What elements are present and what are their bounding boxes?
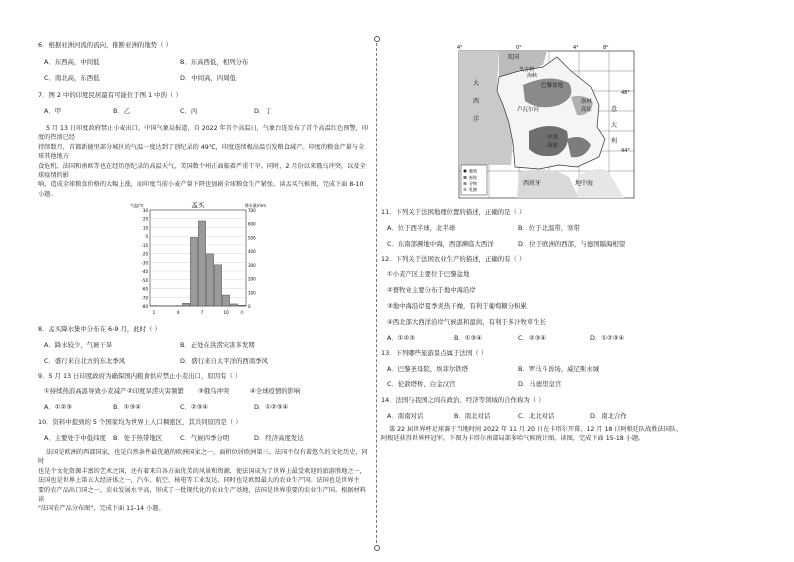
left-axis-ticks (141, 208, 148, 309)
q13-option-c[interactable]: C．伦敦塔桥、白金汉宫 (387, 380, 456, 388)
chart-bars (150, 221, 245, 306)
q9-option-a[interactable]: A．①②③ (44, 403, 72, 411)
q7-stem: 7．图 2 中的印度民居最有可能位于图 1 中的（ ） (38, 91, 182, 99)
lat-label: 48° (621, 90, 630, 96)
left-axis-unit: 气温/℃ (130, 203, 144, 208)
map-label-italy-3: 利 (611, 138, 618, 145)
q11-stem: 11．下列关于法国地理位置的描述，正确的是（ ） (381, 208, 526, 216)
q12-item-4: ④西北部大西洋沿岸气候温和湿润，有利于多汁牧草生长 (387, 318, 547, 326)
precipitation-bar-month-11 (230, 304, 237, 306)
tick-label: 400 (248, 249, 256, 255)
tick-label: -20 (141, 251, 148, 257)
q9-option-d[interactable]: D．①②③④ (254, 403, 289, 411)
q11-option-a[interactable]: A．位于西半球，北半球 (387, 224, 456, 232)
tick-label: 0 (248, 304, 251, 309)
tick-label: -70 (141, 295, 148, 301)
tick-label: 7 (200, 310, 204, 315)
tick-label: -30 (141, 260, 148, 266)
q8-option-a[interactable]: A．降水较少，气候干旱 (44, 341, 113, 349)
q12-option-d[interactable]: D．①②③④ (590, 334, 625, 342)
lon-label: 8° (603, 45, 609, 51)
tick-label: 100 (248, 290, 256, 296)
tick-label: -10 (141, 242, 148, 248)
tick-label: 600 (248, 221, 256, 227)
q6-option-d[interactable]: D．中间高，四周低 (180, 74, 237, 82)
precipitation-bar-month-9 (214, 265, 221, 306)
lon-label: 4° (457, 45, 463, 51)
q12-option-b[interactable]: B．①③④ (454, 334, 482, 342)
q7-option-b[interactable]: B．乙 (113, 107, 131, 115)
q11-option-b[interactable]: B．位于北温带，寒带 (518, 224, 580, 232)
precipitation-bar-month-12 (238, 305, 245, 306)
tick-label: 700 (248, 208, 256, 213)
precipitation-bar-month-6 (190, 237, 197, 306)
passage-line: 法国也是世界上第五大经济体之一，汽车、航空、核电等工业发达，同时也是欧盟最大的农业生产国。法国也是世界主 (38, 477, 360, 485)
q9-item-2: ②印度旱涝灾害频繁 (127, 387, 184, 395)
q8-option-c[interactable]: C．盛行来自北方的东北季风 (44, 357, 126, 365)
q7-option-d[interactable]: D．丁 (254, 107, 272, 115)
q10-option-c[interactable]: C．气候四季分明 (180, 434, 230, 442)
passage-line: 要的农产品出口国之一，农业发展水平高，形成了一批现代化的农业生产基地，法国是世界重要的农业生产国。根据材料读 (38, 486, 366, 504)
q12-stem: 12．下列关于法国农业生产的描述，正确的有（ ） (381, 255, 526, 263)
legend-label: 乳酪 (469, 187, 477, 192)
tick-label: -50 (141, 277, 148, 283)
chart-grid (150, 219, 246, 298)
precipitation-bar-month-5 (182, 303, 189, 306)
q9-item-3: ③俄乌冲突 (198, 387, 230, 395)
column-divider (376, 38, 377, 548)
q9-option-b[interactable]: B．①③④ (113, 403, 141, 411)
tick-label: 10 (142, 225, 148, 231)
passage-line: 第 22 届世界杯足球赛于当地时间 2022 年 11 月 20 日在卡塔尔开幕，12 月 18 日阿根廷队战胜法国队， (389, 426, 683, 433)
chart-title: 孟买 (191, 201, 205, 209)
passage-france (38, 448, 368, 514)
q7-option-c[interactable]: C．丙 (180, 107, 198, 115)
passage-line: 阿根廷获得世界杯冠军。下图为卡塔尔南部局部多哈气候统计图。读图，完成下面 15-18 小题。 (381, 435, 645, 443)
map-label-strait: 海峡 (527, 73, 538, 79)
binding-hole (374, 36, 380, 42)
tick-label: 20 (142, 216, 148, 222)
lon-label: 4° (573, 45, 579, 51)
q8-stem: 8．孟买降水集中分布在 6-9 月，此时（ ） (38, 325, 161, 333)
q9-item-4: ④全球疫情的影响 (250, 387, 301, 395)
q12-option-a[interactable]: A．①②③ (387, 334, 415, 342)
q10-option-a[interactable]: A．主要处于中低纬度 (44, 434, 106, 442)
q11-option-c[interactable]: C．东南部濒地中海，西部濒临大西洋 (387, 240, 494, 248)
map-legend (461, 165, 487, 195)
passage-line: 持续数月，首都新德里部分城区的气温一度达到了创纪录的 49℃，印度连续极高温引发粮食减产。印度的粮食产量与全球其他地方 (38, 143, 365, 161)
x-axis-label: 月 (239, 310, 245, 315)
map-label-loire: 卢瓦尔河 (517, 107, 540, 113)
q13-option-a[interactable]: A．巴黎圣母院、埃菲尔铁塔 (387, 365, 469, 373)
x-axis-ticks (153, 309, 244, 316)
q14-option-c[interactable]: C．北北对话 (518, 412, 555, 420)
passage-world-cup (381, 425, 761, 444)
map-label-lorraine-2: 高原 (581, 107, 593, 113)
q7-option-a[interactable]: A．甲 (44, 107, 62, 115)
q6-option-a[interactable]: A．东西高，中间低 (44, 58, 100, 66)
passage-line: 法国是欧洲的西部国家，也是自然条件最优越的欧洲国家之一，面积位居欧洲第三。法国不仅有着悠久的文化历史，同时 (38, 449, 368, 466)
lon-label: 0° (516, 45, 522, 51)
legend-label: 谷物 (469, 181, 477, 186)
map-label-italy-2: 大 (611, 122, 618, 129)
q14-option-d[interactable]: D．南北合作 (590, 412, 627, 420)
tick-label: 500 (248, 235, 256, 241)
q12-item-1: ①小麦产区主要位于巴黎盆地 (387, 270, 470, 278)
q12-item-2: ②畜牧业主要分布于地中海沿岸 (387, 286, 476, 294)
passage-line: 食危机。法国和南欧等也在经历创纪录的高温天气，美国数个州正面临着严重干旱。同时，2 月份以来俄乌冲突，以及全球疫情的影 (38, 162, 366, 180)
q13-stem: 13．下列哪些旅游景点属于法国（ ） (381, 349, 488, 357)
q10-stem: 10．资料中提到的 5 个国家均为世界上人口稠密区，其共同原因是（ ） (38, 418, 242, 426)
q14-option-b[interactable]: B．南北对话 (454, 412, 491, 420)
passage-line: 响，造成全球粮食价格的大幅上涨，而印度当前小麦产量下降也加剧全球粮食生产紧张。读孟买气候图，完成下面 8-10 (38, 181, 364, 189)
france-agriculture-map (459, 47, 634, 198)
q14-option-a[interactable]: A．南南对话 (387, 412, 424, 420)
map-label-lorraine-1: 洛林 (581, 99, 593, 105)
precipitation-bar-month-8 (206, 254, 213, 306)
mumbai-climate-chart (128, 200, 268, 318)
tick-label: 300 (248, 262, 256, 268)
tick-label: 200 (248, 276, 256, 282)
q11-option-d[interactable]: D．位于欧洲的西部，与德国隔海相望 (518, 240, 626, 248)
tick-label: 0 (145, 234, 148, 240)
q6-stem: 6．根据亚洲河流的流向，推断亚洲的地势（ ） (38, 41, 172, 49)
q10-option-d[interactable]: D．经济高度发达 (254, 434, 304, 442)
right-axis-unit: 降水量/mm (244, 203, 266, 208)
tick-label: -80 (141, 304, 148, 309)
tick-label: 30 (142, 208, 148, 213)
binding-hole (374, 545, 380, 551)
map-label-central-2: 高原 (547, 143, 559, 149)
q6-option-c[interactable]: C．南北高，东西低 (44, 74, 100, 82)
q9-stem: 9．5 月 13 日印度政府为确保国内粮食供应禁止小麦出口，原因有（ ） (38, 372, 242, 380)
map-label-spain: 西班牙 (523, 180, 542, 187)
q12-option-c[interactable]: C．②③④ (518, 334, 547, 342)
q6-option-b[interactable]: B．东高西低，相列分布 (180, 58, 249, 66)
q13-option-b[interactable]: B．罗马斗兽场、威尼斯水城 (518, 365, 600, 373)
tick-label: 1 (152, 310, 156, 315)
map-label-atlantic-3: 洋 (473, 116, 480, 123)
precipitation-bar-month-7 (198, 221, 205, 306)
passage-line: 5 月 13 日印度政府禁止小麦出口。中国气象局报道，自 2022 年首个高温日，气象台连发布了首个高温红色预警，印度的热浪已经 (38, 125, 369, 142)
q10-option-b[interactable]: B．处于热带地区 (113, 434, 163, 442)
passage-line: 小题。 (38, 190, 57, 198)
tick-label: -40 (141, 269, 148, 275)
map-label-mediterranean: 地中海 (575, 180, 594, 187)
passage-india (38, 124, 368, 199)
map-label-paris-basin: 巴黎盆地 (541, 83, 564, 89)
tick-label: 10 (223, 310, 229, 315)
q14-stem: 14．法国与我国之间在政治、经济等领域的合作称为（ ） (381, 396, 545, 404)
q8-option-d[interactable]: D．盛行来自太平洋的西南季风 (180, 357, 268, 365)
map-label-italy-1: 意 (611, 106, 618, 113)
q9-item-1: ①持续热浪高温导致小麦减产 (44, 387, 127, 395)
map-label-channel: 英吉利 (519, 67, 535, 73)
passage-line: "法国农产品分布图"，完成下面 11-14 小题。 (38, 505, 165, 513)
map-label-atlantic-1: 大 (473, 80, 480, 87)
lat-label: 44° (621, 148, 630, 154)
map-label-central-1: 中央 (547, 135, 559, 141)
q8-option-b[interactable]: B．正处在洪涝灾害多发期 (180, 341, 255, 349)
right-axis-ticks (248, 208, 256, 309)
legend-label: 葡萄 (469, 168, 477, 174)
precipitation-bar-month-10 (222, 295, 229, 306)
tick-label: 4 (176, 310, 180, 315)
map-label-uk: 英国 (507, 54, 520, 61)
plot-frame (150, 210, 246, 306)
passage-line: 也是个文化资源丰富的艺术之国，还有着来自各方面优美的风景和资源，使法国成为了世界上最受欢迎的旅游胜地之一， (38, 467, 366, 475)
q13-option-d[interactable]: D．马德里皇宫 (518, 380, 562, 388)
tick-label: -60 (141, 286, 148, 292)
legend-label: 畜牧 (469, 175, 477, 180)
q9-option-c[interactable]: C．②③④ (180, 403, 209, 411)
map-label-atlantic-2: 西 (473, 98, 480, 105)
q12-item-3: ③地中海沿岸夏季炎热干燥，有利于葡萄糖分积累 (387, 302, 527, 310)
